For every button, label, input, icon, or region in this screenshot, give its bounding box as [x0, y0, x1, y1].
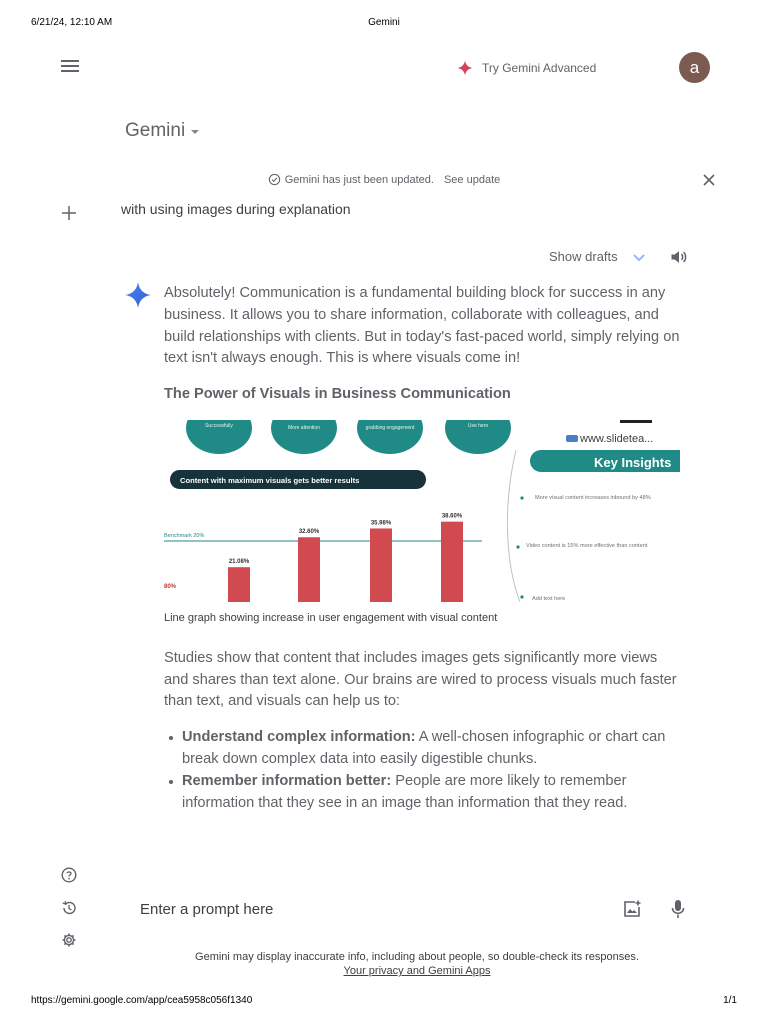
- bar-group: [228, 514, 463, 602]
- print-url: https://gemini.google.com/app/cea5958c056f1340: [31, 995, 253, 1006]
- try-advanced-label: Try Gemini Advanced: [482, 61, 597, 75]
- bar-label: 35.98%: [370, 520, 392, 527]
- new-chat-plus-icon[interactable]: [61, 205, 77, 221]
- bar-label: 38.60%: [441, 513, 463, 520]
- insight-marker: [520, 496, 523, 499]
- avatar-letter: a: [689, 57, 700, 77]
- user-prompt-text: with using images during explanation: [121, 201, 351, 217]
- insight-text: Add text here: [532, 595, 566, 602]
- gemini-response-spark-icon: [124, 281, 152, 309]
- print-footer: [0, 995, 768, 1009]
- bullet-text: A well-chosen infographic or chart can break down complex data into easily digestible chunks.: [182, 729, 666, 767]
- bar-label: 21.08%: [228, 559, 250, 566]
- speaker-icon[interactable]: [668, 247, 690, 267]
- update-banner-text: Gemini has just been updated.: [284, 173, 434, 186]
- update-banner: [0, 173, 768, 189]
- response-paragraph: Studies show that content that includes images gets significantly more views and shares than text alone. Our brains are wired to process visuals much faster than text, and visuals can help us to:: [164, 649, 677, 710]
- insights-arc: [507, 450, 520, 602]
- bar: [441, 522, 463, 602]
- print-datetime: 6/21/24, 12:10 AM: [31, 17, 113, 28]
- benchmark-label: Benchmark 20%: [164, 532, 205, 539]
- top-right-tag: [620, 420, 652, 423]
- try-gemini-advanced-button[interactable]: [456, 58, 596, 78]
- list-item: [164, 771, 684, 815]
- circle-label: grabbing engagement: [365, 424, 415, 431]
- print-page-count: 1/1: [723, 995, 737, 1006]
- scroll-fade: [120, 830, 700, 848]
- insight-marker: [520, 595, 523, 598]
- circle-label: More attention: [288, 424, 320, 431]
- chevron-down-icon: [632, 252, 646, 262]
- left-label: 80%: [164, 583, 177, 590]
- activity-history-icon[interactable]: [61, 900, 77, 916]
- model-selector[interactable]: [125, 120, 199, 142]
- source-label: www.slidetea...: [580, 432, 654, 445]
- bullet-bold: Understand complex information:: [182, 729, 416, 746]
- caret-down-icon: [191, 130, 199, 134]
- prompt-bar: [120, 885, 705, 933]
- show-drafts-label: Show drafts: [549, 249, 618, 264]
- infographic-canvas: [164, 420, 680, 602]
- brand-label: Gemini: [125, 120, 186, 141]
- insight-text: Video content is 15% more effective than content: [526, 542, 648, 549]
- bar: [228, 567, 250, 602]
- print-title: Gemini: [368, 17, 400, 28]
- circle-label: Use here: [467, 422, 489, 429]
- response-infographic-image[interactable]: [164, 420, 680, 602]
- add-image-icon[interactable]: [622, 899, 642, 919]
- infographic-banner-text: Content with maximum visuals gets better results: [180, 475, 360, 485]
- circle-label: Successfully: [205, 422, 233, 429]
- microphone-icon[interactable]: [670, 899, 686, 919]
- help-icon[interactable]: [61, 867, 77, 883]
- check-badge-icon: [268, 173, 281, 186]
- list-item: [164, 727, 684, 771]
- bullet-bold: Remember information better:: [182, 772, 392, 789]
- bar: [370, 528, 392, 602]
- image-caption: Line graph showing increase in user engagement with visual content: [164, 611, 498, 624]
- bar: [298, 537, 320, 602]
- response-intro: Absolutely! Communication is a fundamental building block for success in any business. It allows you to share information, collaborate with colleagues, and build relationships with clients. But in today's fast-paced world, simply relying on text isn't always enough. This is where visuals come in!: [164, 285, 680, 367]
- settings-gear-icon[interactable]: [61, 932, 77, 948]
- response-heading: The Power of Visuals in Business Communication: [164, 386, 511, 403]
- bullet-text: People are more likely to remember information that they see in an image than information that they read.: [182, 772, 628, 811]
- insight-text: More visual content increases inbound by 48%: [535, 494, 651, 501]
- main-menu-icon[interactable]: [59, 57, 81, 77]
- close-icon[interactable]: [702, 173, 716, 187]
- source-icon: [566, 435, 578, 442]
- prompt-input[interactable]: [140, 897, 600, 921]
- insight-marker: [516, 545, 519, 548]
- insights-title: Key Insights: [594, 454, 672, 470]
- privacy-link[interactable]: Your privacy and Gemini Apps: [343, 965, 491, 977]
- disclaimer-text: Gemini may display inaccurate info, including about people, so double-check its responses.: [195, 951, 639, 963]
- print-header: [0, 17, 768, 31]
- see-update-link[interactable]: See update: [443, 173, 501, 186]
- disclaimer: [0, 950, 768, 978]
- gemini-spark-icon: [456, 59, 474, 77]
- response-bullet-list: [164, 727, 684, 814]
- model-response: [164, 283, 684, 814]
- bar-label: 32.60%: [298, 529, 320, 536]
- account-avatar[interactable]: [679, 52, 710, 83]
- show-drafts-button[interactable]: [549, 249, 646, 264]
